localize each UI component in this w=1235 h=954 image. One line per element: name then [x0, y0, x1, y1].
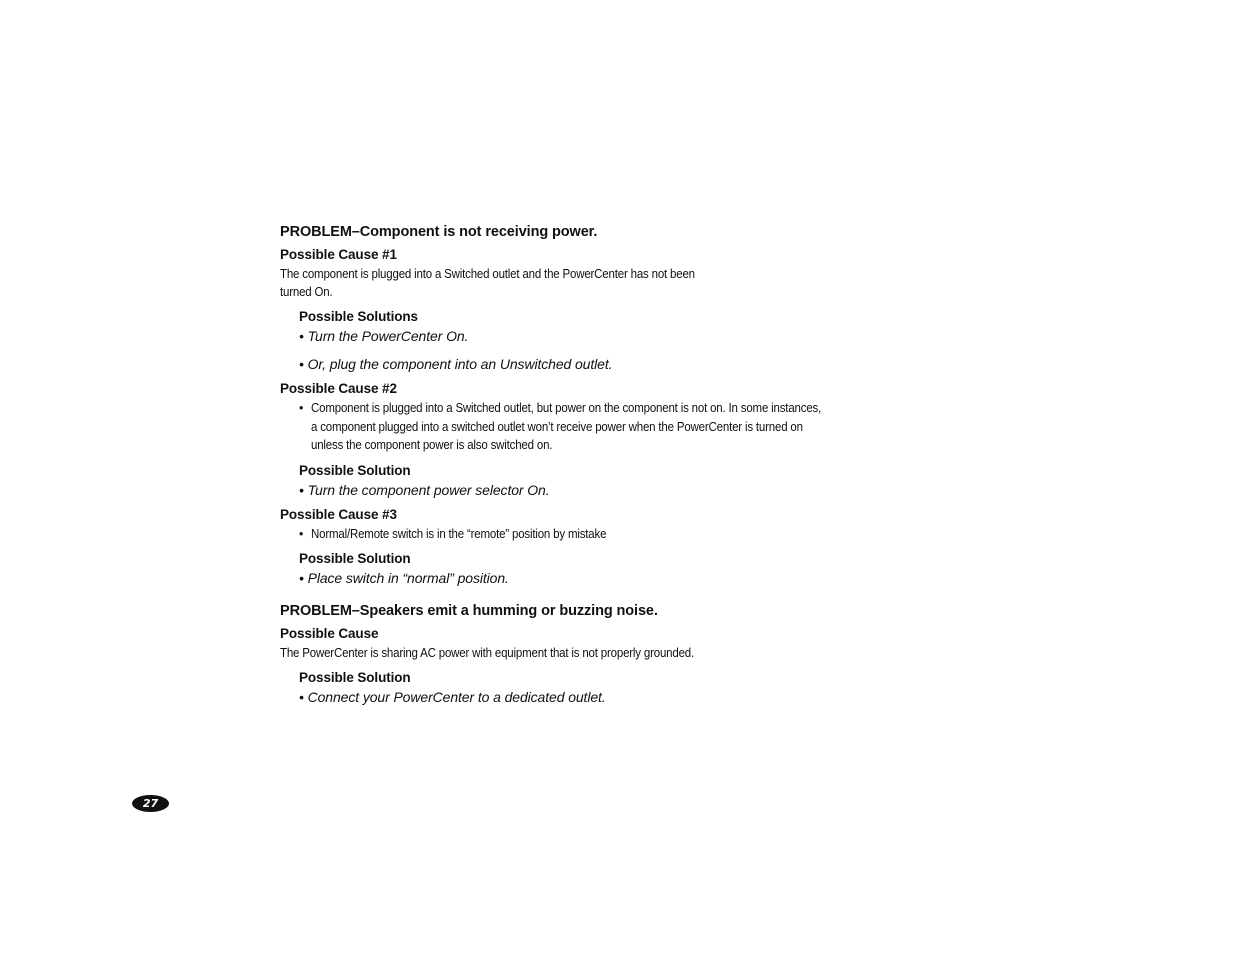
cause-2-solution-heading: Possible Solution [299, 462, 411, 478]
cause-1-text-line-1: The component is plugged into a Switched outlet and the PowerCenter has not been [280, 267, 695, 281]
cause-2-solution: • Turn the component power selector On. [299, 481, 550, 498]
troubleshooting-page [280, 222, 920, 707]
cause-3-text: Normal/Remote switch is in the “remote” position by mistake [311, 526, 607, 541]
bullet-marker: • [299, 401, 304, 415]
problem-2-solution: • Connect your PowerCenter to a dedicated outlet. [299, 689, 606, 705]
cause-1-heading: Possible Cause #1 [280, 247, 397, 262]
problem-2-solution-heading: Possible Solution [299, 670, 411, 685]
problem-2-cause-heading: Possible Cause [280, 626, 379, 641]
cause-2-text-line-2: a component plugged into a switched outlet won’t receive power when the PowerCenter is turned on [311, 419, 803, 434]
cause-3-solution: • Place switch in “normal” position. [299, 570, 509, 586]
problem-2-cause-text: The PowerCenter is sharing AC power with equipment that is not properly grounded. [280, 646, 695, 660]
cause-3-heading: Possible Cause #3 [280, 506, 397, 522]
cause-2-text-line-1: Component is plugged into a Switched outlet, but power on the component is not on. In some instances, [311, 401, 822, 415]
cause-2-bullet-item [299, 399, 920, 455]
cause-3-solution-heading: Possible Solution [299, 551, 411, 566]
cause-1-text-line-2: turned On. [280, 285, 333, 299]
cause-2-text [311, 399, 871, 455]
cause-2-heading: Possible Cause #2 [280, 381, 397, 396]
cause-1-solution-2: • Or, plug the component into an Unswitched outlet. [299, 356, 613, 372]
cause-3-bullet-item [299, 525, 920, 544]
problem-1-heading: PROBLEM–Component is not receiving power. [280, 224, 598, 240]
problem-2-cause-text-wrap [280, 644, 880, 662]
page-number-badge: 27 [132, 795, 169, 812]
bullet-marker: • [299, 526, 304, 541]
problem-2-heading: PROBLEM–Speakers emit a humming or buzzing noise. [280, 603, 658, 619]
cause-1-solution-1: • Turn the PowerCenter On. [299, 328, 469, 344]
cause-2-text-line-3: unless the component power is also switched on. [311, 438, 553, 452]
cause-1-solutions-heading: Possible Solutions [299, 309, 418, 324]
cause-1-text [280, 265, 810, 301]
